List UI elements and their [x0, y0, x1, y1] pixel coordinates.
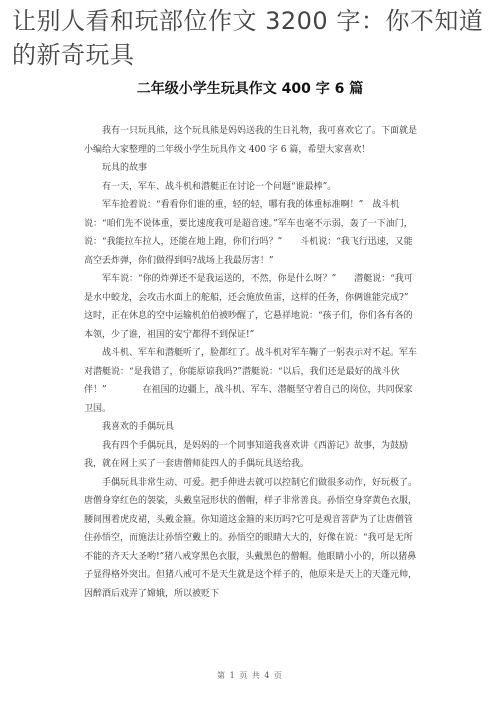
- page-title: 让别人看和玩部位作文 3200 字：你不知道的新奇玩具: [12, 7, 484, 69]
- intro-paragraph: 我有一只玩具熊，这个玩具熊是妈妈送我的生日礼物，我可喜欢它了。下面就是小编给大家整理的二年级小学生玩具作文 400 字 6 篇，希望大家喜欢！: [84, 126, 418, 155]
- story1-paragraph-1: 有一天，军车、战斗机和潜艇正在讨论一个问题“谁最棒”。: [102, 181, 337, 192]
- story2-paragraph-1: 我有四个手偶玩具，是妈妈的一个同事知道我喜欢讲《西游记》故事，为鼓励我，就在网上买了一套唐僧师徒四人的手偶玩具送给我。: [84, 440, 409, 469]
- story1-paragraph-2: 军车抢着说：“看看你们谁的重，轻的轻，哪有我的体重标准啊！” 战斗机说：“咱们先不说体重，要比速度我可是超音速。”军车也毫不示弱，轰了一下油门，说：“我能拉车拉人，还能在地上跑，你们行吗？” 斗机说：“我飞行迅速，又能高空丢炸弹，你们做得到吗?战场上我最厉害！”: [84, 200, 413, 266]
- story2-paragraph-2: 手偶玩具非常生动、可爱。把手伸进去就可以控制它们做很多动作，好玩极了。唐僧身穿红色的袈裟，头戴皇冠形状的僧帽，样子非常善良。孙悟空身穿黄色衣服，腰间围着虎皮裙，头戴金箍。你知道这金箍的来历吗?它可是观音菩萨为了让唐僧管住孙悟空，而施法让孙悟空戴上的。孙悟空的眼睛大大的，好像在说：“我可是无所不能的齐天大圣哟!”猪八戒穿黑色衣服，头戴黑色的僧帽。他眼睛小小的，所以猪鼻子显得格外突出。但猪八戒可不是天生就是这个样子的，他原来是天上的天蓬元帅，因醉酒后戏弄了嫦娥，所以被贬下: [84, 477, 418, 599]
- page-number-footer: 第 1 页 共 4 页: [217, 671, 283, 680]
- section-heading-hand-puppet: 我喜欢的手偶玩具: [102, 422, 175, 432]
- document-body: [84, 122, 445, 603]
- story1-paragraph-3: 军车说：“你的炸弹还不是我运送的，不然，你是什么呀？” 潜艇说：“我可是水中蛟龙，会攻击水面上的舵船，还会施放鱼雷，这样的任务，你俩谁能完成?” 这时，正在休息的空中运输机伯伯被吵醒了，它悬祥地说：“孩子们，你们各有各的本领，少了谁，祖国的安宁都得不到保证!”: [84, 274, 445, 340]
- document-title: 二年级小学生玩具作文 400 字 6 篇: [136, 81, 364, 97]
- story1-paragraph-4: 战斗机、军车和潜艇听了，脸都红了。战斗机对军车鞠了一躬表示对不起。军车对潜艇说：“是我错了，你能原谅我吗?”潜艇说：“以后，我们还是最好的战斗伙伴！” 在祖国的边疆上，战斗机、军车、潜艇坚守着自己的岗位，共同保家卫国。: [84, 348, 418, 414]
- section-heading-story: 玩具的故事: [102, 163, 148, 173]
